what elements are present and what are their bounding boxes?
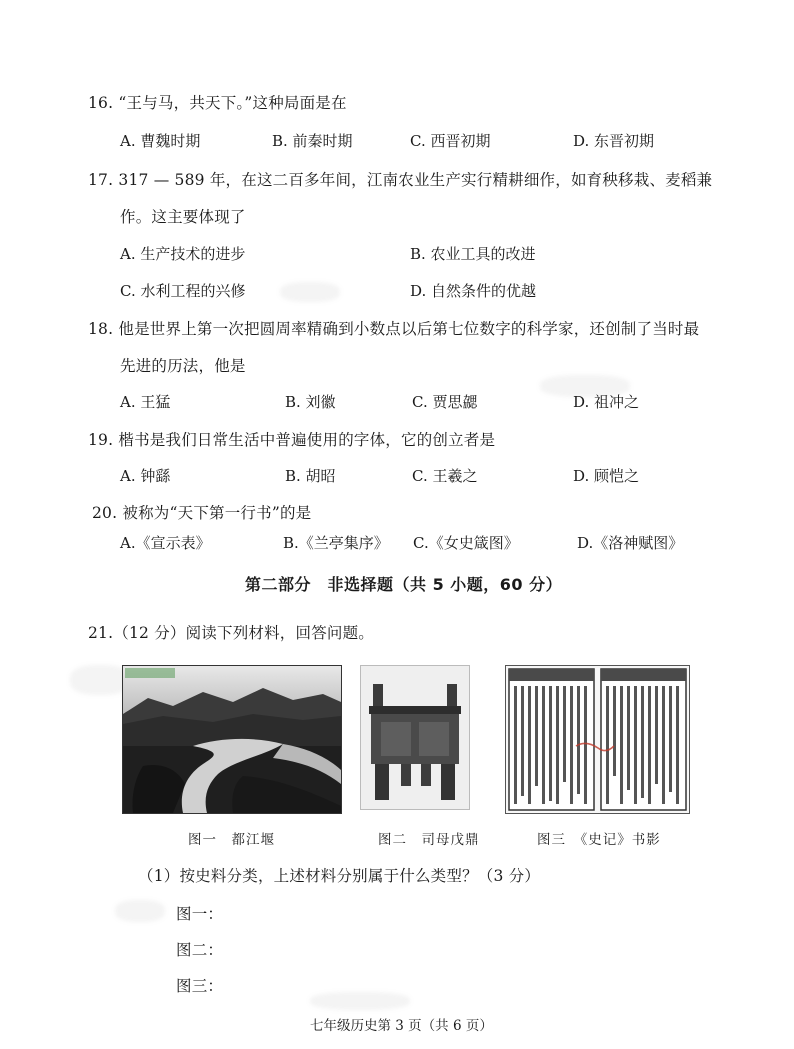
scan-smudge [310, 992, 410, 1010]
q20-option-d: D.《洛神赋图》 [577, 534, 684, 552]
question-20-stem: 20. 被称为“天下第一行书”的是 [92, 504, 312, 522]
q19-option-d: D. 顾恺之 [573, 467, 640, 485]
figure-3-caption: 图三 《史记》书影 [537, 832, 661, 848]
page-footer: 七年级历史第 3 页（共 6 页） [310, 1018, 493, 1034]
question-19-stem: 19. 楷书是我们日常生活中普遍使用的字体，它的创立者是 [88, 431, 496, 449]
q17-option-d: D. 自然条件的优越 [410, 282, 537, 300]
q18-option-d: D. 祖冲之 [573, 393, 640, 411]
q16-option-d: D. 东晋初期 [573, 132, 655, 150]
scan-smudge [115, 900, 165, 922]
scan-smudge [280, 282, 340, 302]
q19-option-c: C. 王羲之 [412, 467, 478, 485]
bronze-ding-vessel-photo [360, 665, 470, 810]
q17-option-a: A. 生产技术的进步 [120, 245, 246, 263]
question-16-stem: 16. “王与马，共天下。”这种局面是在 [88, 94, 347, 112]
answer-figure-1[interactable]: 图一： [176, 905, 224, 923]
question-18-stem-line2: 先进的历法，他是 [120, 357, 246, 375]
q17-option-b: B. 农业工具的改进 [410, 245, 536, 263]
dujiangyan-landscape-photo [122, 665, 342, 814]
bronze-ding-vessel-photo-svg [361, 666, 469, 809]
dujiangyan-landscape-photo-svg [123, 666, 341, 813]
q16-option-c: C. 西晋初期 [410, 132, 491, 150]
q16-option-b: B. 前秦时期 [272, 132, 353, 150]
q19-option-a: A. 钟繇 [120, 467, 171, 485]
q20-option-c: C.《女史箴图》 [413, 534, 519, 552]
ancient-book-page-photo [505, 665, 690, 814]
q16-option-a: A. 曹魏时期 [120, 132, 201, 150]
question-21-sub1: （1）按史料分类，上述材料分别属于什么类型？（3 分） [138, 867, 541, 885]
question-18-stem-line1: 18. 他是世界上第一次把圆周率精确到小数点以后第七位数字的科学家，还创制了当时最 [88, 320, 700, 338]
scan-smudge [70, 665, 130, 695]
q20-option-b: B.《兰亭集序》 [283, 534, 389, 552]
figure-2-caption: 图二 司母戊鼎 [378, 832, 480, 848]
q18-option-c: C. 贾思勰 [412, 393, 478, 411]
q19-option-b: B. 胡昭 [285, 467, 336, 485]
question-17-stem-line2: 作。这主要体现了 [120, 208, 246, 226]
question-17-stem-line1: 17. 317 — 589 年，在这二百多年间，江南农业生产实行精耕细作，如育秧移栽、麦稻兼 [88, 171, 713, 189]
q17-option-c: C. 水利工程的兴修 [120, 282, 246, 300]
figure-1-caption: 图一 都江堰 [188, 832, 275, 848]
answer-figure-3[interactable]: 图三： [176, 977, 224, 995]
question-21-stem: 21.（12 分）阅读下列材料，回答问题。 [88, 624, 375, 642]
q18-option-a: A. 王猛 [120, 393, 171, 411]
q20-option-a: A.《宣示表》 [120, 534, 211, 552]
section-2-title: 第二部分 非选择题（共 5 小题，60 分） [245, 575, 563, 594]
ancient-book-page-photo-svg [506, 666, 689, 813]
q18-option-b: B. 刘徽 [285, 393, 336, 411]
answer-figure-2[interactable]: 图二： [176, 941, 224, 959]
